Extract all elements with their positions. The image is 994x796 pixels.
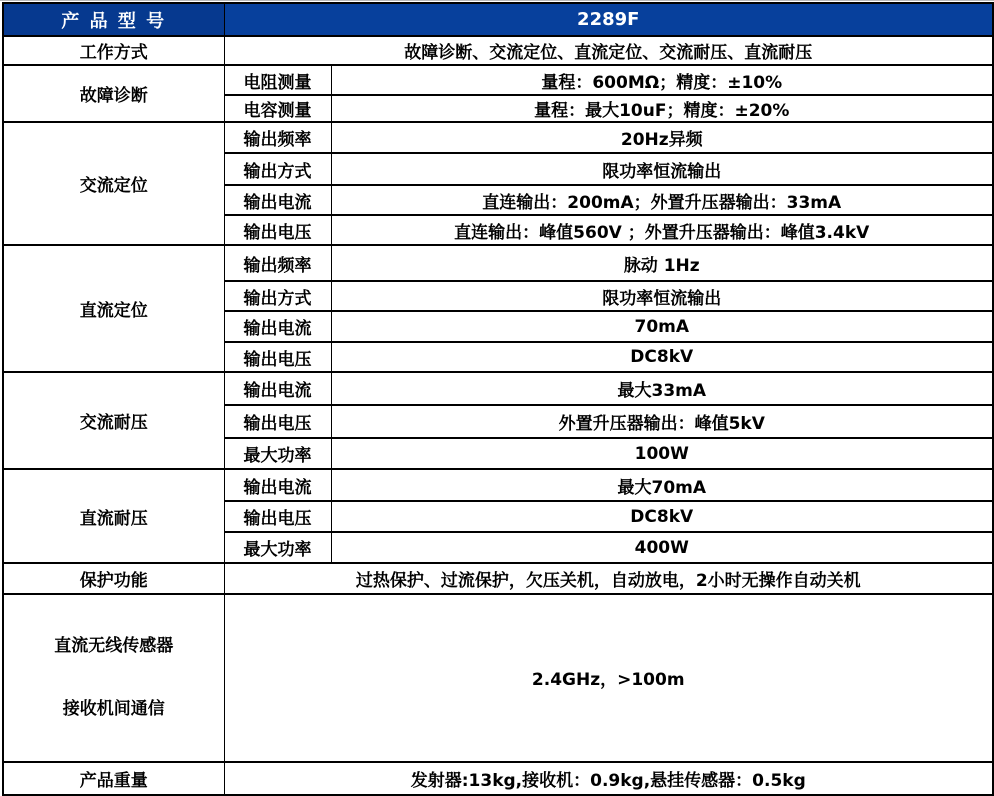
param-cell: 输出电压	[224, 215, 331, 245]
table-row-protection	[3, 563, 993, 594]
value-cell: 70mA	[331, 311, 993, 342]
value-cell: 直连输出：峰值560V ；外置升压器输出：峰值3.4kV	[331, 215, 993, 245]
param-cell: 电容测量	[224, 95, 331, 122]
param-cell: 输出电压	[224, 342, 331, 372]
param-cell: 电阻测量	[224, 65, 331, 95]
section-fault-diagnosis: 故障诊断	[3, 65, 224, 122]
value-cell: DC8kV	[331, 501, 993, 532]
param-cell: 输出电压	[224, 405, 331, 438]
section-ac-withstand: 交流耐压	[3, 372, 224, 469]
param-cell: 输出方式	[224, 153, 331, 185]
value-cell: 量程：600MΩ；精度：±10%	[331, 65, 993, 95]
table-row	[3, 65, 993, 95]
param-cell: 输出方式	[224, 281, 331, 311]
section-dc-withstand: 直流耐压	[3, 469, 224, 563]
section-ac-locating: 交流定位	[3, 122, 224, 245]
param-cell: 最大功率	[224, 438, 331, 469]
param-cell: 输出频率	[224, 245, 331, 281]
value-cell: 20Hz异频	[331, 122, 993, 153]
wireless-comm-label-line2: 接收机间通信	[62, 698, 165, 719]
value-cell: 400W	[331, 532, 993, 563]
wireless-comm-label-line1: 直流无线传感器	[54, 636, 174, 656]
value-cell: 量程：最大10uF；精度：±20%	[331, 95, 993, 122]
protection-value: 过热保护、过流保护，欠压关机，自动放电，2小时无操作自动关机	[224, 563, 993, 594]
param-cell: 输出电流	[224, 311, 331, 342]
value-cell: 外置升压器输出：峰值5kV	[331, 405, 993, 438]
param-cell: 输出频率	[224, 122, 331, 153]
table-row-weight	[3, 762, 993, 795]
value-cell: 最大33mA	[331, 372, 993, 405]
product-spec-table	[2, 2, 994, 796]
value-cell: DC8kV	[331, 342, 993, 372]
table-row	[3, 469, 993, 501]
param-cell: 输出电流	[224, 372, 331, 405]
param-cell: 输出电流	[224, 185, 331, 215]
value-cell: 直连输出：200mA；外置升压器输出：33mA	[331, 185, 993, 215]
table-row-header	[3, 3, 993, 36]
param-cell: 输出电流	[224, 469, 331, 501]
product-model-value: 2289F	[224, 3, 993, 36]
value-cell: 脉动 1Hz	[331, 245, 993, 281]
value-cell: 限功率恒流输出	[331, 153, 993, 185]
table-row	[3, 245, 993, 281]
table-row-work-mode	[3, 36, 993, 65]
product-model-header: 产 品 型 号	[3, 3, 224, 36]
param-cell: 最大功率	[224, 532, 331, 563]
protection-label: 保护功能	[3, 563, 224, 594]
weight-value: 发射器:13kg,接收机：0.9kg,悬挂传感器：0.5kg	[224, 762, 993, 795]
value-cell: 100W	[331, 438, 993, 469]
work-mode-label: 工作方式	[3, 36, 224, 65]
table-row	[3, 372, 993, 405]
weight-label: 产品重量	[3, 762, 224, 795]
value-cell: 最大70mA	[331, 469, 993, 501]
section-dc-locating: 直流定位	[3, 245, 224, 372]
param-cell: 输出电压	[224, 501, 331, 532]
wireless-comm-value: 2.4GHz，>100m	[224, 594, 993, 762]
work-mode-value: 故障诊断、交流定位、直流定位、交流耐压、直流耐压	[224, 36, 993, 65]
table-row	[3, 122, 993, 153]
value-cell: 限功率恒流输出	[331, 281, 993, 311]
